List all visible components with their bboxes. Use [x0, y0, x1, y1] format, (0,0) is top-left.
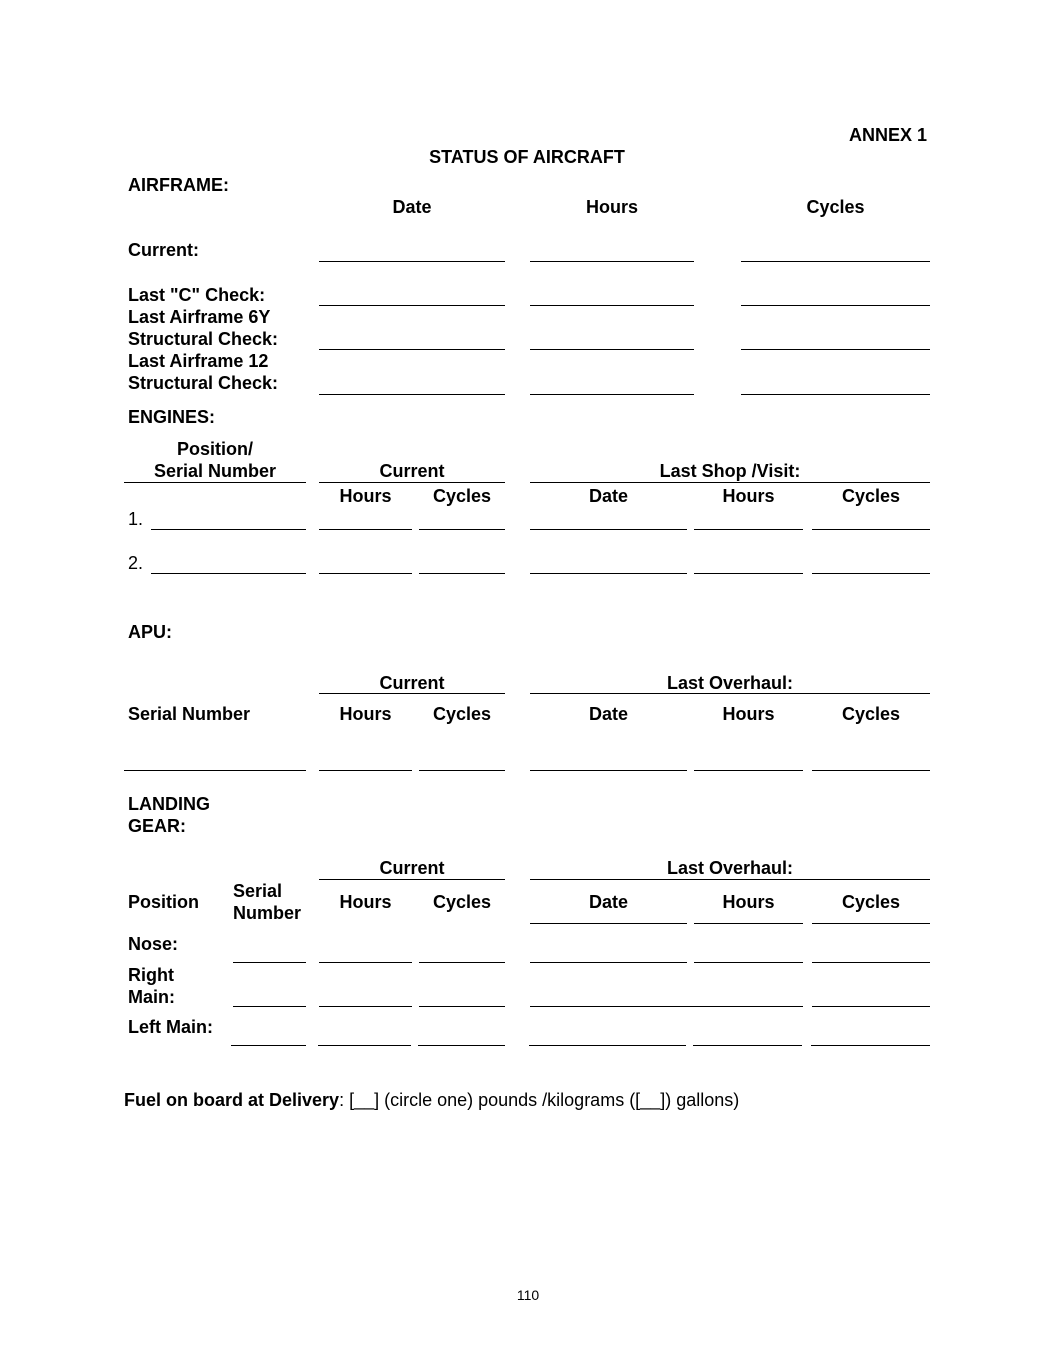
- engines-position-underline: [124, 482, 306, 483]
- airframe-12-hours-field[interactable]: [530, 394, 694, 395]
- engines-current-label: Current: [379, 461, 445, 481]
- engine-row-2-label: 2.: [128, 553, 144, 573]
- lg-serial-label-2: Number: [233, 903, 302, 923]
- engines-col-hours: Hours: [339, 486, 392, 506]
- apu-col-cycles: Cycles: [432, 704, 492, 724]
- engine-2-serial-field[interactable]: [151, 573, 306, 574]
- airframe-current-cycles-field[interactable]: [741, 261, 930, 262]
- fuel-line: [124, 1089, 739, 1111]
- lg-row-right-1: Right: [128, 965, 174, 985]
- airframe-col-cycles: Cycles: [806, 197, 865, 217]
- airframe-c-check-cycles-field[interactable]: [741, 305, 930, 306]
- airframe-heading: AIRFRAME:: [128, 175, 229, 195]
- lg-right-overhaul-cycles-field[interactable]: [812, 1006, 930, 1007]
- airframe-12-cycles-field[interactable]: [741, 394, 930, 395]
- lg-nose-serial-field[interactable]: [233, 962, 306, 963]
- engine-1-cycles-field[interactable]: [419, 529, 505, 530]
- lg-right-hours-field[interactable]: [319, 1006, 412, 1007]
- lg-left-overhaul-cycles-field[interactable]: [811, 1045, 930, 1046]
- landing-gear-heading-1: LANDING: [128, 794, 210, 814]
- airframe-row-current: Current:: [128, 240, 199, 260]
- apu-last-overhaul-label: Last Overhaul:: [666, 673, 794, 693]
- lg-left-serial-field[interactable]: [231, 1045, 306, 1046]
- engines-serial-label: Serial Number: [153, 461, 277, 481]
- airframe-row-6y-2: Structural Check:: [128, 329, 279, 349]
- landing-gear-heading-2: GEAR:: [128, 816, 186, 836]
- airframe-col-date: Date: [392, 197, 432, 217]
- page-title: STATUS OF AIRCRAFT: [429, 147, 625, 167]
- apu-serial-label: Serial Number: [128, 704, 251, 724]
- airframe-row-12-2: Structural Check:: [128, 373, 279, 393]
- engine-1-shop-date-field[interactable]: [530, 529, 687, 530]
- lg-col-overhaul-cycles: Cycles: [841, 892, 901, 912]
- lg-nose-overhaul-cycles-field[interactable]: [812, 962, 930, 963]
- fuel-label: Fuel on board at Delivery: [124, 1090, 340, 1110]
- engine-2-shop-cycles-field[interactable]: [812, 573, 930, 574]
- lg-col-overhaul-hours: Hours: [722, 892, 775, 912]
- engines-last-shop-underline: [530, 482, 930, 483]
- airframe-12-date-field[interactable]: [319, 394, 505, 395]
- apu-overhaul-hours-field[interactable]: [694, 770, 803, 771]
- lg-position-label: Position: [128, 892, 199, 912]
- lg-col-cycles: Cycles: [432, 892, 492, 912]
- engine-1-shop-cycles-field[interactable]: [812, 529, 930, 530]
- engines-col-shop-hours: Hours: [722, 486, 775, 506]
- apu-last-overhaul-underline: [530, 693, 930, 694]
- engines-position-label: Position/: [177, 439, 253, 459]
- lg-last-overhaul-underline: [530, 879, 930, 880]
- airframe-6y-cycles-field[interactable]: [741, 349, 930, 350]
- airframe-6y-date-field[interactable]: [319, 349, 505, 350]
- engine-row-1-label: 1.: [128, 509, 144, 529]
- airframe-c-check-hours-field[interactable]: [530, 305, 694, 306]
- lg-hours-underline: [694, 923, 803, 924]
- airframe-row-c-check: Last "C" Check:: [128, 285, 266, 305]
- lg-left-cycles-field[interactable]: [418, 1045, 505, 1046]
- lg-row-nose: Nose:: [128, 934, 179, 954]
- engine-1-shop-hours-field[interactable]: [694, 529, 803, 530]
- apu-overhaul-date-field[interactable]: [530, 770, 687, 771]
- engines-col-shop-cycles: Cycles: [841, 486, 901, 506]
- engine-1-serial-field[interactable]: [151, 529, 306, 530]
- lg-date-underline: [530, 923, 687, 924]
- airframe-current-date-field[interactable]: [319, 261, 505, 262]
- lg-right-serial-field[interactable]: [233, 1006, 306, 1007]
- fuel-text: : [__] (circle one) pounds /kilograms ([__]) gallons): [339, 1090, 740, 1110]
- apu-serial-field[interactable]: [124, 770, 306, 771]
- lg-nose-cycles-field[interactable]: [419, 962, 505, 963]
- lg-right-cycles-field[interactable]: [419, 1006, 505, 1007]
- apu-current-label: Current: [379, 673, 445, 693]
- engine-2-hours-field[interactable]: [319, 573, 412, 574]
- engines-col-cycles: Cycles: [432, 486, 492, 506]
- airframe-current-hours-field[interactable]: [530, 261, 694, 262]
- apu-heading: APU:: [128, 622, 172, 642]
- engines-heading: ENGINES:: [128, 407, 216, 427]
- lg-row-left-main: Left Main:: [128, 1017, 213, 1037]
- lg-serial-label-1: Serial: [233, 881, 283, 901]
- lg-nose-overhaul-hours-field[interactable]: [694, 962, 803, 963]
- annex-label: ANNEX 1: [849, 125, 928, 145]
- apu-overhaul-cycles-field[interactable]: [812, 770, 930, 771]
- airframe-row-12-1: Last Airframe 12: [128, 351, 269, 371]
- apu-cycles-field[interactable]: [419, 770, 505, 771]
- apu-col-overhaul-cycles: Cycles: [841, 704, 901, 724]
- lg-cycles-underline: [812, 923, 930, 924]
- lg-right-date-field[interactable]: [530, 1006, 803, 1007]
- apu-col-hours: Hours: [339, 704, 392, 724]
- engines-col-date: Date: [588, 486, 628, 506]
- lg-current-label: Current: [379, 858, 445, 878]
- engine-2-shop-date-field[interactable]: [530, 573, 687, 574]
- lg-left-hours-field[interactable]: [318, 1045, 411, 1046]
- airframe-6y-hours-field[interactable]: [530, 349, 694, 350]
- lg-left-overhaul-hours-field[interactable]: [693, 1045, 802, 1046]
- apu-current-underline: [319, 693, 505, 694]
- airframe-c-check-date-field[interactable]: [319, 305, 505, 306]
- lg-current-underline: [319, 879, 505, 880]
- apu-col-date: Date: [588, 704, 628, 724]
- page-number: 110: [516, 1287, 540, 1303]
- engine-1-hours-field[interactable]: [319, 529, 412, 530]
- airframe-row-6y-1: Last Airframe 6Y: [128, 307, 271, 327]
- lg-left-date-field[interactable]: [529, 1045, 686, 1046]
- lg-nose-date-field[interactable]: [530, 962, 687, 963]
- apu-col-overhaul-hours: Hours: [722, 704, 775, 724]
- lg-row-right-2: Main:: [128, 987, 175, 1007]
- lg-col-hours: Hours: [339, 892, 392, 912]
- apu-hours-field[interactable]: [319, 770, 412, 771]
- engine-2-shop-hours-field[interactable]: [694, 573, 803, 574]
- airframe-col-hours: Hours: [585, 197, 638, 217]
- lg-nose-hours-field[interactable]: [319, 962, 412, 963]
- engine-2-cycles-field[interactable]: [419, 573, 505, 574]
- engines-last-shop-label: Last Shop /Visit:: [659, 461, 801, 481]
- lg-last-overhaul-label: Last Overhaul:: [666, 858, 794, 878]
- lg-col-date: Date: [588, 892, 628, 912]
- engines-current-underline: [319, 482, 505, 483]
